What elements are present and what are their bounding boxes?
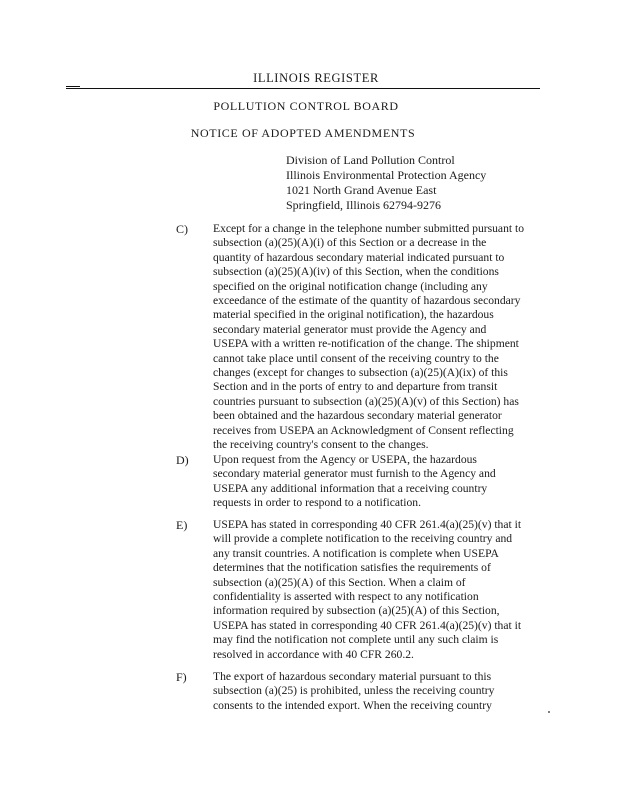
text-line: USEPA any additional information that a receiving country — [213, 481, 488, 495]
address-line: Springfield, Illinois 62794-9276 — [286, 198, 441, 212]
header-rule — [66, 88, 540, 89]
scan-speck — [548, 711, 550, 713]
text-line: material specified in the original notification), the hazardous — [213, 308, 494, 322]
paragraph-body — [213, 670, 545, 713]
text-line: Upon request from the Agency or USEPA, the hazardous — [213, 453, 477, 466]
text-line: Except for a change in the telephone number submitted pursuant to — [213, 222, 525, 235]
text-line: The export of hazardous secondary material pursuant to this — [213, 670, 492, 683]
text-line: confidentiality is asserted with respect to any notification — [213, 590, 479, 604]
text-line: subsection (a)(25)(A)(i) of this Section or a decrease in the — [213, 236, 487, 250]
text-line: secondary material generator must provide the Agency and — [213, 322, 487, 336]
text-line: countries pursuant to subsection (a)(25)(A)(v) of this Section) has — [213, 394, 519, 408]
paragraph-label: F) — [176, 670, 187, 684]
text-line: subsection (a)(25) is prohibited, unless the receiving country — [213, 684, 495, 698]
paragraph-body — [213, 453, 545, 511]
address-line: 1021 North Grand Avenue East — [286, 183, 437, 197]
register-title: ILLINOIS REGISTER — [253, 71, 379, 85]
text-line: changes (except for changes to subsection (a)(25)(A)(ix) of this — [213, 366, 508, 380]
text-line: determines that the notification satisfies the requirements of — [213, 561, 491, 575]
text-line: any transit countries. A notification is complete when USEPA — [213, 546, 499, 560]
text-line: secondary material generator must furnish to the Agency and — [213, 467, 496, 481]
text-line: quantity of hazardous secondary material indicated pursuant to — [213, 250, 505, 264]
text-line: USEPA has stated in corresponding 40 CFR 261.4(a)(25)(v) that it — [213, 618, 522, 632]
paragraph-body — [213, 518, 545, 662]
header-rule-tick — [66, 86, 80, 87]
text-line: information required by subsection (a)(25)(A) of this Section, — [213, 604, 500, 618]
text-line: USEPA with a written re-notification of the change. The shipment — [213, 337, 519, 351]
text-line: USEPA has stated in corresponding 40 CFR 261.4(a)(25)(v) that it — [213, 518, 522, 531]
text-line: exceedance of the estimate of the quantity of hazardous secondary — [213, 294, 521, 308]
address-line: Division of Land Pollution Control — [286, 153, 455, 167]
paragraph-label: E) — [176, 518, 188, 532]
text-line: specified on the original notification change (including any — [213, 279, 488, 293]
text-line: resolved in accordance with 40 CFR 260.2. — [213, 647, 414, 661]
paragraph-body — [213, 222, 545, 453]
notice-title: NOTICE OF ADOPTED AMENDMENTS — [190, 126, 416, 140]
text-line: Section and in the ports of entry to and departure from transit — [213, 380, 498, 394]
text-line: receives from USEPA an Acknowledgment of Consent reflecting — [213, 423, 514, 437]
paragraph-label: C) — [176, 222, 188, 236]
address-line: Illinois Environmental Protection Agency — [286, 168, 487, 182]
text-line: the receiving country's consent to the changes. — [213, 438, 429, 452]
text-line: cannot take place until consent of the receiving country to the — [213, 351, 499, 365]
text-line: subsection (a)(25)(A)(iv) of this Section, when the conditions — [213, 265, 499, 279]
text-line: may find the notification not complete until any such claim is — [213, 633, 499, 647]
text-line: subsection (a)(25)(A) of this Section. When a claim of — [213, 575, 466, 589]
text-line: requests in order to respond to a notification. — [213, 496, 421, 510]
text-line: consents to the intended export. When the receiving country — [213, 698, 492, 712]
text-line: will provide a complete notification to the receiving country and — [213, 532, 513, 546]
board-title: POLLUTION CONTROL BOARD — [213, 99, 399, 113]
paragraph-label: D) — [176, 453, 189, 467]
text-line: been obtained and the hazardous secondary material generator — [213, 409, 502, 423]
agency-address — [286, 153, 486, 213]
